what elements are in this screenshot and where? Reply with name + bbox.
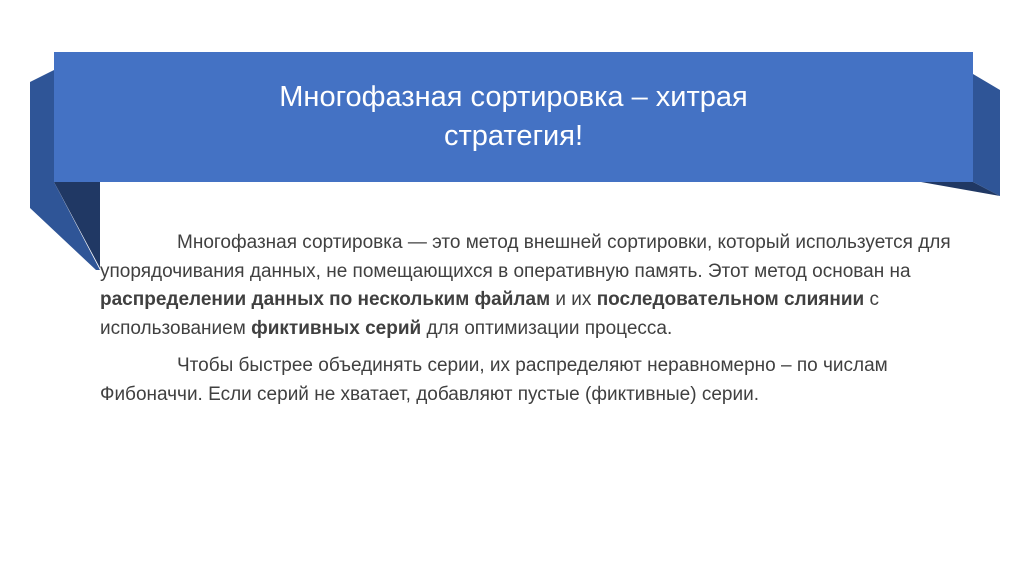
paragraph-1-bold-2: последовательном слиянии <box>596 289 865 310</box>
title-line-2: стратегия! <box>443 120 584 152</box>
title-line-1: Многофазная сортировка – хитрая <box>279 81 748 113</box>
slide-body <box>100 229 990 418</box>
paragraph-1-bold-1: распределении данных по нескольким файлам <box>100 289 551 310</box>
paragraph-1-text-3: с использованием <box>100 289 879 339</box>
paragraph-1-bold-3: фиктивных серий <box>251 317 422 339</box>
paragraph-1 <box>100 229 990 343</box>
paragraph-1-text-1: Многофазная сортировка — это метод внешней сортировки, который используется для упорядочивания данных, не помещающихся в оперативную память. Этот метод основан на <box>100 232 951 282</box>
ribbon-right-tail <box>973 74 1000 196</box>
slide-title <box>54 52 973 182</box>
paragraph-1-text-2: и их <box>550 289 597 310</box>
paragraph-1-text-4: для оптимизации процесса. <box>421 317 673 339</box>
paragraph-2: Чтобы быстрее объединять серии, их распределяют неравномерно – по числам Фибоначчи. Если серий не хватает, добавляют пустые (фиктивные) серии. <box>100 355 888 405</box>
